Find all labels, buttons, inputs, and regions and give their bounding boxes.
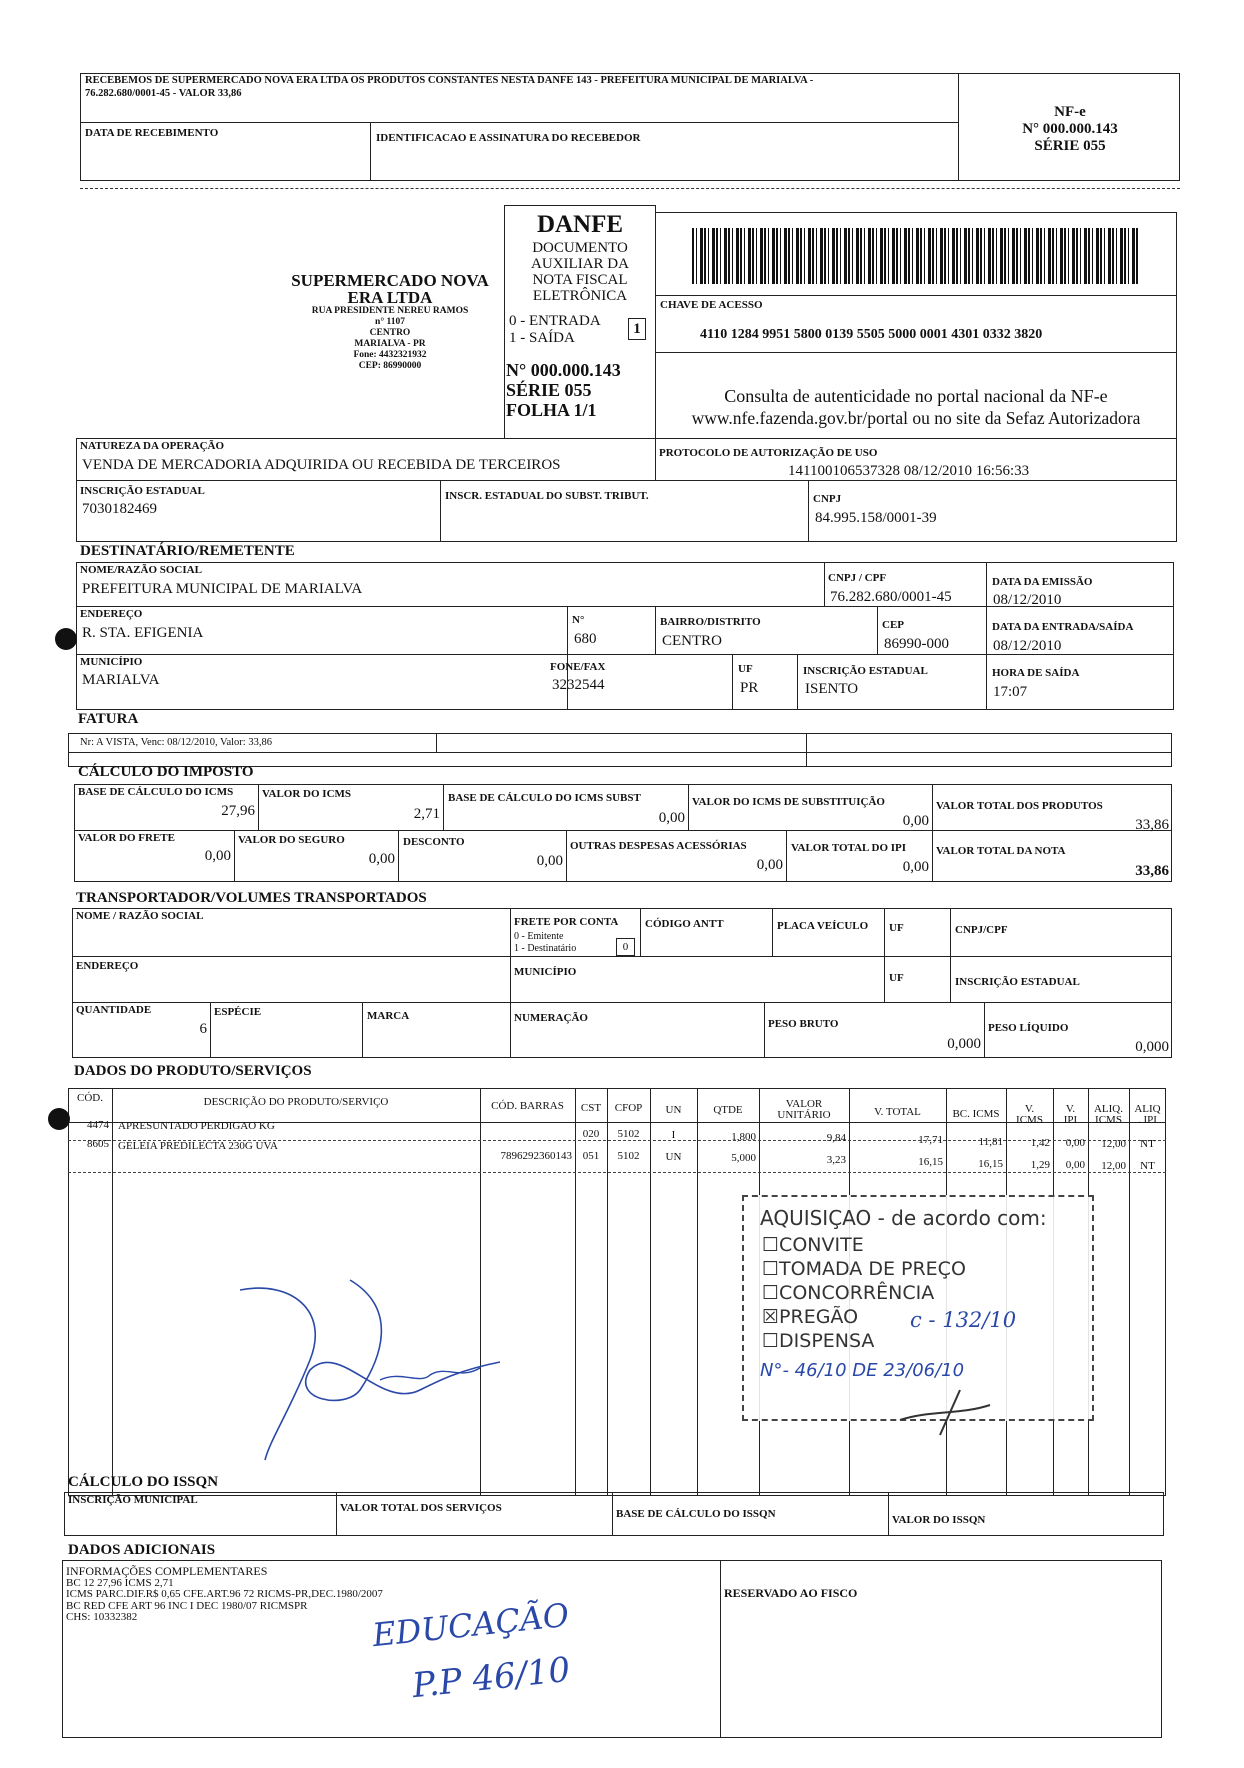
quantity-label: QUANTIDADE	[76, 1004, 152, 1016]
protocol-value: 141100106537328 08/12/2010 16:56:33	[788, 463, 1030, 479]
row2-aipi: NT	[1140, 1160, 1155, 1172]
checkbox-empty-icon: ☐	[762, 1234, 780, 1256]
stamp-number-line: N°- 46/10 DE 23/06/10	[760, 1360, 965, 1381]
col-total: V. TOTAL	[874, 1106, 921, 1118]
brand-label: MARCA	[367, 1010, 410, 1022]
emission-label: DATA DA EMISSÃO	[992, 576, 1093, 588]
info-label: INFORMAÇÕES COMPLEMENTARES	[66, 1564, 268, 1578]
cnpj-value: 84.995.158/0001-39	[815, 510, 937, 526]
exit-time-label: HORA DE SAÍDA	[992, 667, 1080, 679]
nature-value: VENDA DE MERCADORIA ADQUIRIDA OU RECEBIDA DE TERCEIROS	[82, 457, 561, 473]
issuer-cep: CEP: 86990000	[358, 361, 422, 371]
col-vipi-l2: IPI	[1063, 1114, 1078, 1126]
row1-vicms: 1,42	[1030, 1137, 1050, 1149]
danfe-sub3: NOTA FISCAL	[532, 272, 628, 288]
total-note-label: VALOR TOTAL DA NOTA	[936, 845, 1066, 857]
total-products-value: 33,86	[1135, 817, 1169, 833]
row1-desc: APRESUNTADO PERDIGAO KG	[118, 1120, 275, 1132]
other-expenses-value: 0,00	[756, 857, 783, 873]
punch-hole	[48, 1108, 70, 1130]
stamp-opt2-label: TOMADA DE PREÇO	[779, 1258, 966, 1280]
protocol-label: PROTOCOLO DE AUTORIZAÇÃO DE USO	[659, 447, 878, 459]
row1-aicms: 12,00	[1101, 1138, 1126, 1150]
col-aipi-l1: ALIQ	[1134, 1103, 1161, 1115]
col-unit-l2: UNITÁRIO	[777, 1109, 831, 1121]
consult-line2[interactable]: www.nfe.fazenda.gov.br/portal ou no site da Sefaz Autorizadora	[691, 408, 1141, 428]
discount-label: DESCONTO	[403, 836, 465, 848]
handwritten-pp: P.P 46/10	[410, 1649, 573, 1707]
danfe-sub2: AUXILIAR DA	[531, 256, 629, 272]
row1-bc: 11,81	[978, 1136, 1003, 1148]
city-label: MUNICÍPIO	[80, 656, 143, 668]
uf-label: UF	[738, 663, 753, 675]
stamp-signature	[890, 1380, 1010, 1440]
phone-label: FONE/FAX	[550, 661, 606, 673]
handwritten-signature	[230, 1270, 530, 1470]
danfe-sub4: ELETRÔNICA	[532, 288, 628, 304]
row2-vicms: 1,29	[1030, 1159, 1050, 1171]
row2-qtde: 5,000	[731, 1152, 756, 1164]
issqn-value-label: VALOR DO ISSQN	[892, 1514, 986, 1526]
receipt-nfe-number: N° 000.000.143	[1022, 121, 1118, 137]
cep-label: CEP	[882, 619, 904, 631]
row2-desc: GELEIA PREDILECTA 230G UVA	[118, 1140, 278, 1152]
row2-cfop: 5102	[617, 1150, 640, 1162]
stamp-opt3-label: CONCORRÊNCIA	[779, 1282, 935, 1304]
tax-section: CÁLCULO DO IMPOSTO	[78, 764, 254, 780]
additional-section: DADOS ADICIONAIS	[68, 1542, 216, 1558]
info-line4: CHS: 10332382	[66, 1611, 138, 1623]
issuer-city: MARIALVA - PR	[354, 339, 426, 349]
recipient-name: PREFEITURA MUNICIPAL DE MARIALVA	[82, 581, 363, 597]
entry-date-value: 08/12/2010	[993, 638, 1062, 654]
uf-value: PR	[740, 680, 759, 696]
recipient-section: DESTINATÁRIO/REMETENTE	[80, 543, 295, 559]
col-aipi-l2: . IPI	[1138, 1114, 1157, 1126]
recipient-name-label: NOME/RAZÃO SOCIAL	[80, 564, 202, 576]
col-barcode: CÓD. BARRAS	[491, 1100, 564, 1112]
receipt-text-line2: 76.282.680/0001-45 - VALOR 33,86	[85, 88, 242, 99]
stamp-opt4-note: c - 132/10	[910, 1308, 1017, 1332]
info-line2: ICMS PARC.DIF.R$ 0,65 CFE.ART.96 72 RICMS-PR,DEC.1980/2007	[66, 1588, 383, 1600]
punch-hole	[55, 628, 77, 650]
species-label: ESPÉCIE	[214, 1006, 262, 1018]
ipi-label: VALOR TOTAL DO IPI	[791, 842, 907, 854]
antt-label: CÓDIGO ANTT	[645, 918, 724, 930]
freight-label: VALOR DO FRETE	[78, 832, 175, 844]
col-cst: CST	[580, 1102, 602, 1114]
col-desc: DESCRIÇÃO DO PRODUTO/SERVIÇO	[203, 1096, 389, 1108]
row1-cst: 020	[582, 1128, 600, 1140]
icms-label: VALOR DO ICMS	[262, 788, 352, 800]
row1-vipi: 0,00	[1065, 1137, 1085, 1149]
icms-subst-label: VALOR DO ICMS DE SUBSTITUIÇÃO	[692, 796, 885, 808]
row2-vipi: 0,00	[1065, 1159, 1085, 1171]
freight-opt1: 1 - Destinatário	[514, 943, 577, 954]
city-value: MARIALVA	[82, 672, 160, 688]
issqn-services-label: VALOR TOTAL DOS SERVIÇOS	[340, 1502, 502, 1514]
row2-total: 16,15	[918, 1156, 943, 1168]
invoice-text: Nr: A VISTA, Venc: 08/12/2010, Valor: 33,86	[80, 737, 272, 748]
carrier-uf-label: UF	[889, 922, 904, 934]
col-vipi	[1053, 1104, 1088, 1126]
gross-weight-label: PESO BRUTO	[768, 1018, 839, 1030]
receipt-signature-label: IDENTIFICACAO E ASSINATURA DO RECEBEDOR	[376, 132, 641, 144]
nature-label: NATUREZA DA OPERAÇÃO	[80, 440, 225, 452]
danfe-title: DANFE	[536, 211, 624, 238]
carrier-uf2-label: UF	[889, 972, 904, 984]
checkbox-checked-icon: ☒	[762, 1306, 780, 1328]
ie-subst-label: INSCR. ESTADUAL DO SUBST. TRIBUT.	[445, 490, 649, 502]
barcode	[692, 228, 1140, 284]
discount-value: 0,00	[536, 853, 563, 869]
issuer-name-line2: ERA LTDA	[347, 288, 433, 307]
row1-unit: 9,84	[826, 1132, 846, 1144]
other-expenses-label: OUTRAS DESPESAS ACESSÓRIAS	[570, 840, 747, 852]
fisco-label: RESERVADO AO FISCO	[724, 1586, 858, 1600]
issqn-section: CÁLCULO DO ISSQN	[68, 1474, 219, 1490]
stamp-opt1-label: CONVITE	[779, 1234, 864, 1256]
icms-subst-value: 0,00	[902, 813, 929, 829]
col-bc: BC. ICMS	[952, 1108, 1000, 1120]
insurance-value: 0,00	[368, 851, 395, 867]
row2-un: UN	[665, 1151, 682, 1163]
carrier-address-label: ENDEREÇO	[76, 960, 139, 972]
bc-icms-label: BASE DE CÁLCULO DO ICMS	[78, 786, 234, 798]
issqn-im-label: INSCRIÇÃO MUNICIPAL	[68, 1494, 198, 1506]
address-label: ENDEREÇO	[80, 608, 143, 620]
receipt-date-label: DATA DE RECEBIMENTO	[85, 127, 219, 139]
row2-barcode: 7896292360143	[500, 1150, 572, 1162]
ie-label: INSCRIÇÃO ESTADUAL	[80, 485, 205, 497]
transport-section: TRANSPORTADOR/VOLUMES TRANSPORTADOS	[76, 890, 427, 906]
col-vicms-l2: ICMS	[1016, 1114, 1043, 1126]
entry-date-label: DATA DA ENTRADA/SAÍDA	[992, 621, 1134, 633]
checkbox-empty-icon: ☐	[762, 1282, 780, 1304]
receipt-nfe-box	[960, 104, 1180, 155]
ipi-value: 0,00	[902, 859, 929, 875]
col-vicms-l1: V.	[1024, 1103, 1035, 1115]
danfe-type-value: 1	[628, 318, 646, 340]
row1-qtde: 1,800	[731, 1131, 756, 1143]
row1-total: 17,71	[918, 1134, 943, 1146]
freight-opt0: 0 - Emitente	[514, 931, 564, 942]
row1-cod: 4474	[87, 1119, 109, 1131]
district-value: CENTRO	[662, 633, 722, 649]
row2-unit: 3,23	[826, 1154, 846, 1166]
col-unit	[759, 1099, 849, 1121]
invoice-section: FATURA	[78, 711, 139, 727]
number-label: N°	[572, 614, 585, 626]
danfe-sub1: DOCUMENTO	[532, 240, 628, 256]
stamp-opt5	[762, 1330, 874, 1352]
issqn-box	[64, 1492, 1164, 1536]
receipt-nfe-series: SÉRIE 055	[1034, 138, 1106, 154]
insurance-label: VALOR DO SEGURO	[238, 834, 345, 846]
receipt-nfe-title: NF-e	[1054, 104, 1086, 120]
carrier-city-label: MUNICÍPIO	[514, 966, 577, 978]
stamp-opt5-label: DISPENSA	[779, 1330, 875, 1352]
products-section: DADOS DO PRODUTO/SERVIÇOS	[74, 1063, 312, 1079]
bc-subst-value: 0,00	[658, 810, 685, 826]
gross-weight-value: 0,000	[947, 1036, 981, 1052]
consult-line1: Consulta de autenticidade no portal nacional da NF-e	[724, 386, 1108, 406]
row1-cfop: 5102	[617, 1128, 640, 1140]
row1-aipi: NT	[1140, 1138, 1155, 1150]
issuer-district: CENTRO	[369, 328, 411, 338]
issuer-block	[280, 272, 500, 372]
freight-account-value: 0	[616, 938, 635, 956]
ie-value: 7030182469	[82, 501, 157, 517]
plate-label: PLACA VEÍCULO	[777, 920, 869, 932]
row1-un: I	[671, 1129, 676, 1141]
danfe-subtitle	[504, 240, 656, 304]
cep-value: 86990-000	[884, 636, 949, 652]
access-key: 4110 1284 9951 5800 0139 5505 5000 0001 4301 0332 3820	[700, 327, 1043, 342]
col-vicms	[1006, 1104, 1053, 1126]
number-value: 680	[574, 631, 597, 647]
issuer-phone: Fone: 4432321932	[353, 350, 427, 360]
cut-line	[80, 188, 1180, 189]
stamp-opt4	[762, 1306, 858, 1328]
handwritten-education: EDUCAÇÃO	[370, 1595, 571, 1655]
access-key-label: CHAVE DE ACESSO	[660, 299, 763, 311]
phone-value: 3232544	[552, 677, 605, 693]
stamp-title: AQUISIÇAO - de acordo com:	[760, 1206, 1047, 1230]
issuer-name-line1: SUPERMERCADO NOVA	[291, 271, 489, 290]
stamp-opt4-label: PREGÃO	[779, 1306, 859, 1328]
checkbox-empty-icon: ☐	[762, 1258, 780, 1280]
col-aicms-l2: ICMS	[1095, 1114, 1122, 1126]
danfe-sheet: FOLHA 1/1	[506, 400, 597, 420]
stamp-opt2	[762, 1258, 966, 1280]
district-label: BAIRRO/DISTRITO	[660, 616, 761, 628]
icms-value: 2,71	[413, 806, 440, 822]
col-qtde: QTDE	[713, 1104, 743, 1116]
issqn-base-label: BASE DE CÁLCULO DO ISSQN	[616, 1508, 776, 1520]
col-vipi-l1: V.	[1065, 1103, 1076, 1115]
info-line3: BC RED CFE ART 96 INC I DEC 1980/07 RICMSPR	[66, 1599, 308, 1612]
info-line1: BC 12 27,96 ICMS 2,71	[66, 1576, 174, 1589]
stamp-opt1	[762, 1234, 864, 1256]
recipient-cnpj-label: CNPJ / CPF	[828, 572, 887, 584]
cnpj-label: CNPJ	[813, 493, 842, 505]
recipient-cnpj: 76.282.680/0001-45	[830, 589, 952, 605]
row2-bc: 16,15	[978, 1158, 1003, 1170]
quantity-value: 6	[199, 1021, 207, 1037]
row2-aicms: 12,00	[1101, 1160, 1126, 1172]
checkbox-empty-icon: ☐	[762, 1330, 780, 1352]
carrier-ie-label: INSCRIÇÃO ESTADUAL	[955, 976, 1080, 988]
total-note-value: 33,86	[1135, 863, 1169, 879]
exit-time-value: 17:07	[993, 684, 1028, 700]
col-aipi	[1129, 1104, 1166, 1126]
recipient-ie-value: ISENTO	[805, 681, 859, 697]
col-cod: CÓD.	[77, 1092, 103, 1104]
carrier-cnpj-label: CNPJ/CPF	[955, 924, 1008, 936]
net-weight-value: 0,000	[1135, 1039, 1169, 1055]
carrier-name-label: NOME / RAZÃO SOCIAL	[76, 910, 204, 922]
net-weight-label: PESO LÍQUIDO	[988, 1022, 1069, 1034]
danfe-series: SÉRIE 055	[506, 380, 592, 400]
address-value: R. STA. EFIGENIA	[82, 625, 204, 641]
freight-value: 0,00	[204, 848, 231, 864]
col-unit-l1: VALOR	[785, 1098, 823, 1110]
col-un: UN	[665, 1104, 682, 1116]
numbering-label: NUMERAÇÃO	[514, 1012, 588, 1024]
row2-cst: 051	[582, 1150, 600, 1162]
col-cfop: CFOP	[614, 1102, 643, 1114]
emission-value: 08/12/2010	[993, 592, 1062, 608]
stamp-opt3	[762, 1282, 934, 1304]
danfe-entry: 0 - ENTRADA	[509, 313, 601, 329]
danfe-number-block	[506, 360, 621, 420]
issuer-street: RUA PRESIDENTE NEREU RAMOS	[311, 306, 469, 316]
issuer-number: n° 1107	[375, 317, 405, 327]
col-aicms-l1: ALIQ.	[1093, 1103, 1124, 1115]
bc-icms-value: 27,96	[221, 803, 255, 819]
consult-text	[655, 385, 1177, 429]
col-aicms	[1088, 1104, 1129, 1126]
danfe-exit: 1 - SAÍDA	[509, 330, 575, 346]
total-products-label: VALOR TOTAL DOS PRODUTOS	[936, 800, 1103, 812]
info-complementary	[66, 1566, 383, 1624]
freight-account-label: FRETE POR CONTA	[514, 916, 619, 928]
row2-cod: 8605	[87, 1138, 109, 1150]
receipt-text-line1: RECEBEMOS DE SUPERMERCADO NOVA ERA LTDA OS PRODUTOS CONSTANTES NESTA DANFE 143 - PREFEITURA MUNICIPAL DE MARIALVA -	[85, 75, 814, 86]
recipient-ie-label: INSCRIÇÃO ESTADUAL	[803, 665, 928, 677]
danfe-number: N° 000.000.143	[506, 360, 621, 380]
bc-subst-label: BASE DE CÁLCULO DO ICMS SUBST	[448, 792, 641, 804]
